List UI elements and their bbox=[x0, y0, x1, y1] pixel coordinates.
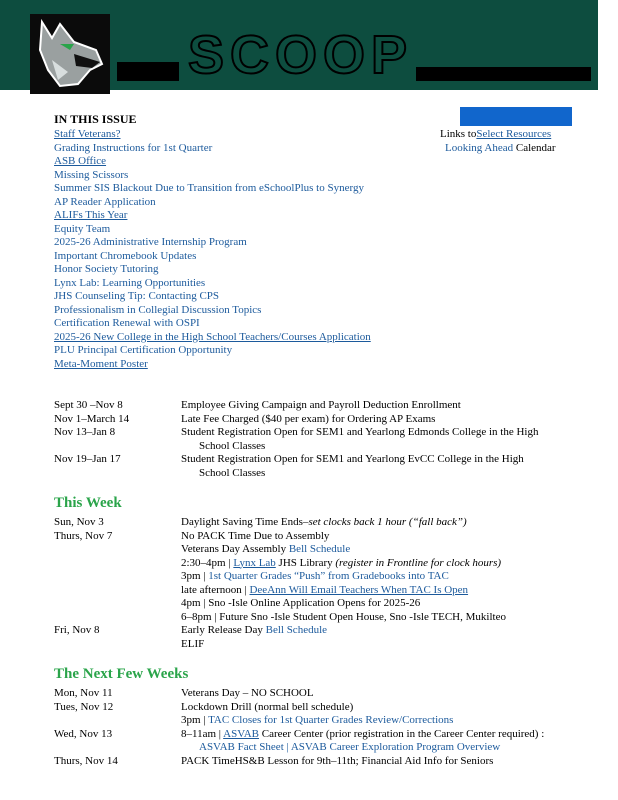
date-label: Nov 19–Jan 17 bbox=[54, 453, 121, 465]
in-this-issue-heading: IN THIS ISSUE bbox=[54, 112, 137, 126]
date-range-row-cont bbox=[54, 467, 574, 481]
date-range-row-cont bbox=[54, 440, 574, 454]
event-text: Student Registration Open for SEM1 and Yearlong Edmonds College in the High bbox=[181, 426, 539, 438]
event-text: Veterans Day Assembly bbox=[181, 543, 289, 555]
toc-link[interactable]: 2025-26 New College in the High School Teachers/Courses Application bbox=[54, 330, 371, 343]
event-text: JHS Library bbox=[275, 556, 336, 569]
date-label: Fri, Nov 8 bbox=[54, 624, 100, 636]
date-label: Sept 30 –Nov 8 bbox=[54, 399, 123, 411]
blue-header-box bbox=[460, 107, 572, 126]
date-label: Thurs, Nov 14 bbox=[54, 754, 118, 767]
toc-link[interactable]: Honor Society Tutoring bbox=[54, 263, 159, 275]
toc-link[interactable]: Important Chromebook Updates bbox=[54, 249, 197, 262]
event-text: Daylight Saving Time Ends– bbox=[181, 516, 309, 528]
toc-link[interactable]: Summer SIS Blackout Due to Transition from eSchoolPlus to Synergy bbox=[54, 182, 364, 194]
looking-ahead-link[interactable]: Looking Ahead bbox=[445, 141, 514, 154]
issue-toc bbox=[54, 128, 371, 371]
event-text: Student Registration Open for SEM1 and Yearlong EvCC College in the High bbox=[181, 453, 524, 465]
event-text-cont: School Classes bbox=[199, 439, 266, 452]
date-label: Mon, Nov 11 bbox=[54, 687, 113, 699]
event-text: Early Release Day bbox=[181, 624, 266, 636]
event-text: 4pm | Sno -Isle Online Application Opens for 2025-26 bbox=[181, 597, 421, 609]
grades-push-link[interactable]: 1st Quarter Grades “Push” from Gradebooks into TAC bbox=[208, 570, 449, 582]
toc-link[interactable]: JHS Counseling Tip: Contacting CPS bbox=[54, 290, 220, 302]
toc-link[interactable]: Missing Scissors bbox=[54, 168, 129, 181]
asvab-overview-link[interactable]: ASVAB Career Exploration Program Overview bbox=[290, 741, 501, 753]
event-text: Career Center (prior registration in the Career Center required) : bbox=[259, 727, 545, 740]
event-text: ELIF bbox=[181, 637, 205, 650]
event-text: Employee Giving Campaign and Payroll Deduction Enrollment bbox=[181, 399, 461, 411]
masthead-bar-left bbox=[117, 62, 179, 81]
event-text-cont: School Classes bbox=[199, 466, 266, 479]
links-box bbox=[440, 128, 556, 155]
toc-link[interactable]: Certification Renewal with OSPI bbox=[54, 317, 200, 329]
toc-link[interactable]: Meta-Moment Poster bbox=[54, 357, 148, 370]
lynx-lab-link[interactable]: Lynx Lab bbox=[233, 556, 276, 569]
tac-closes-link[interactable]: TAC Closes for 1st Quarter Grades Review/Corrections bbox=[208, 714, 454, 726]
event-text: Veterans Day – NO SCHOOL bbox=[181, 687, 314, 699]
event-text: PACK TimeHS&B Lesson for 9th–11th; Financial Aid Info for Seniors bbox=[181, 754, 494, 767]
asvab-link[interactable]: ASVAB bbox=[223, 727, 260, 740]
date-label: Nov 1–March 14 bbox=[54, 412, 130, 425]
event-text: Lockdown Drill (normal bell schedule) bbox=[181, 700, 354, 713]
date-ranges bbox=[54, 399, 574, 480]
event-note: set clocks back 1 hour (“fall back”) bbox=[308, 516, 467, 528]
link-separator: | bbox=[283, 741, 291, 753]
bell-schedule-link[interactable]: Bell Schedule bbox=[288, 543, 351, 555]
toc-link[interactable]: AP Reader Application bbox=[54, 195, 156, 208]
date-label: Wed, Nov 13 bbox=[54, 727, 113, 740]
bell-schedule-link[interactable]: Bell Schedule bbox=[265, 624, 328, 636]
event-time: 3pm | bbox=[181, 570, 209, 582]
this-week-title: This Week bbox=[54, 495, 122, 511]
event-note: (register in Frontline for clock hours) bbox=[335, 556, 502, 569]
this-week-list bbox=[54, 516, 594, 651]
next-weeks-list bbox=[54, 687, 594, 768]
event-time: 3pm | bbox=[181, 714, 209, 726]
event-text: 6–8pm | Future Sno -Isle Student Open House, Sno -Isle TECH, Mukilteo bbox=[181, 610, 506, 623]
date-range-row bbox=[54, 413, 574, 427]
toc-link[interactable]: Staff Veterans? bbox=[54, 128, 121, 140]
event-time: 2:30–4pm | bbox=[181, 556, 234, 569]
toc-link[interactable]: ALIFs This Year bbox=[54, 209, 128, 221]
date-range-row bbox=[54, 426, 574, 440]
event-time: late afternoon | bbox=[181, 583, 250, 596]
toc-link[interactable]: PLU Principal Certification Opportunity bbox=[54, 344, 233, 356]
date-label: Thurs, Nov 7 bbox=[54, 529, 113, 542]
select-resources-link[interactable]: Select Resources bbox=[476, 128, 552, 140]
toc-link[interactable]: Equity Team bbox=[54, 222, 111, 235]
asvab-fact-sheet-link[interactable]: ASVAB Fact Sheet bbox=[199, 741, 284, 753]
masthead-title: SCOOP bbox=[188, 25, 414, 85]
toc-link[interactable]: Professionalism in Collegial Discussion Topics bbox=[54, 303, 262, 316]
next-weeks-title: The Next Few Weeks bbox=[54, 666, 189, 682]
links-prefix: Links to bbox=[440, 128, 477, 140]
event-text: No PACK Time Due to Assembly bbox=[181, 529, 330, 542]
masthead-bar-right bbox=[416, 67, 591, 81]
husky-logo bbox=[30, 14, 110, 94]
calendar-label: Calendar bbox=[515, 141, 556, 154]
toc-link[interactable]: ASB Office bbox=[54, 155, 107, 167]
date-label: Sun, Nov 3 bbox=[54, 516, 104, 528]
event-time: 8–11am | bbox=[181, 727, 224, 740]
event-text: Late Fee Charged ($40 per exam) for Ordering AP Exams bbox=[181, 412, 436, 425]
toc-link[interactable]: 2025-26 Administrative Internship Program bbox=[54, 236, 247, 248]
date-range-row bbox=[54, 399, 574, 413]
toc-link[interactable]: Grading Instructions for 1st Quarter bbox=[54, 141, 213, 154]
date-label: Tues, Nov 12 bbox=[54, 700, 114, 713]
date-range-row bbox=[54, 453, 574, 467]
deeann-email-link[interactable]: DeeAnn Will Email Teachers When TAC Is Open bbox=[249, 583, 469, 596]
date-label: Nov 13–Jan 8 bbox=[54, 426, 116, 438]
toc-link[interactable]: Lynx Lab: Learning Opportunities bbox=[54, 276, 206, 289]
